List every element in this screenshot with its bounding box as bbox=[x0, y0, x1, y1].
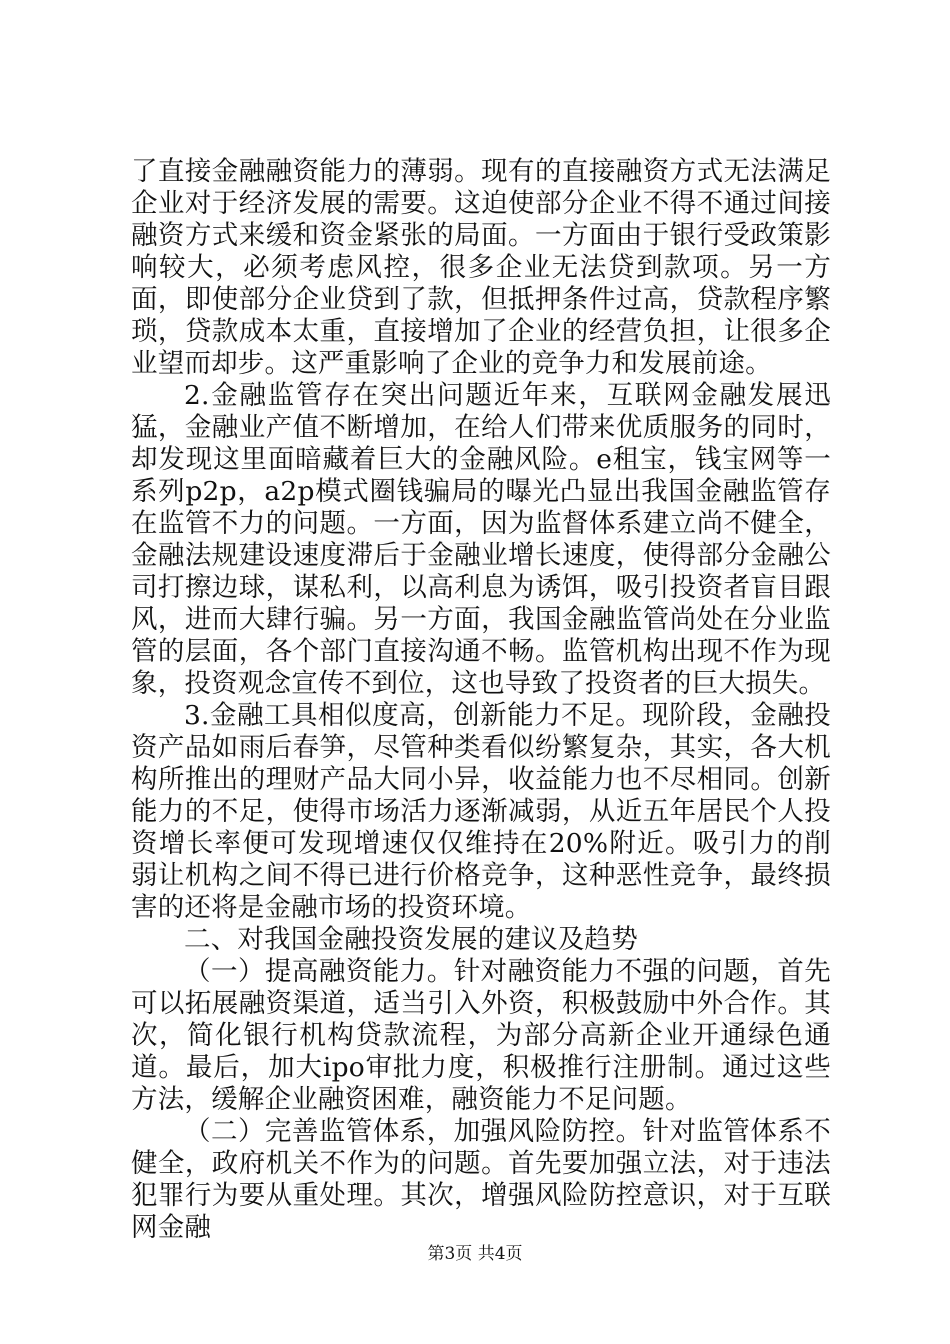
paragraph-regulation-issues: 2.金融监管存在突出问题近年来，互联网金融发展迅猛，金融业产值不断增加，在给人们带来优质服务的同时，却发现这里面暗藏着巨大的金融风险。e租宝，钱宝网等一系列p2p，a2p模式圈钱骗局的曝光凸显出我国金融监管存在监管不力的问题。一方面，因为监督体系建立尚不健全，金融法规建设速度滞后于金融业增长速度，使得部分金融公司打擦边球，谋私利，以高利息为诱饵，吸引投资者盲目跟风，进而大肆行骗。另一方面，我国金融监管尚处在分业监管的层面，各个部门直接沟通不畅。监管机构出现不作为现象，投资观念宣传不到位，这也导致了投资者的巨大损失。 bbox=[131, 380, 831, 699]
paragraph-improve-financing: （一）提高融资能力。针对融资能力不强的问题，首先可以拓展融资渠道，适当引入外资，积极鼓励中外合作。其次，简化银行机构贷款流程，为部分高新企业开通绿色通道。最后，加大ipo审批力度，积极推行注册制。通过这些方法，缓解企业融资困难，融资能力不足问题。 bbox=[131, 956, 831, 1115]
paragraph-improve-regulation: （二）完善监管体系，加强风险防控。针对监管体系不健全，政府机关不作为的问题。首先要加强立法，对于违法犯罪行为要从重处理。其次，增强风险防控意识，对于互联网金融 bbox=[131, 1116, 831, 1243]
section-heading-suggestions: 二、对我国金融投资发展的建议及趋势 bbox=[184, 924, 638, 955]
page-number-footer: 第3页 共4页 bbox=[427, 1244, 523, 1264]
document-body bbox=[131, 156, 831, 1244]
paragraph-financing-weakness: 了直接金融融资能力的薄弱。现有的直接融资方式无法满足企业对于经济发展的需要。这迫使部分企业不得不通过间接融资方式来缓和资金紧张的局面。一方面由于银行受政策影响较大，必须考虑风控，很多企业无法贷到款项。另一方面，即使部分企业贷到了款，但抵押条件过高，贷款程序繁琐，贷款成本太重，直接增加了企业的经营负担，让很多企业望而却步。这严重影响了企业的竞争力和发展前途。 bbox=[131, 156, 831, 379]
paragraph-tool-similarity: 3.金融工具相似度高，创新能力不足。现阶段，金融投资产品如雨后春笋，尽管种类看似纷繁复杂，其实，各大机构所推出的理财产品大同小异，收益能力也不尽相同。创新能力的不足，使得市场活力逐渐减弱，从近五年居民个人投资增长率便可发现增速仅仅维持在20%附近。吸引力的削弱让机构之间不得已进行价格竞争，这种恶性竞争，最终损害的还将是金融市场的投资环境。 bbox=[131, 700, 831, 923]
